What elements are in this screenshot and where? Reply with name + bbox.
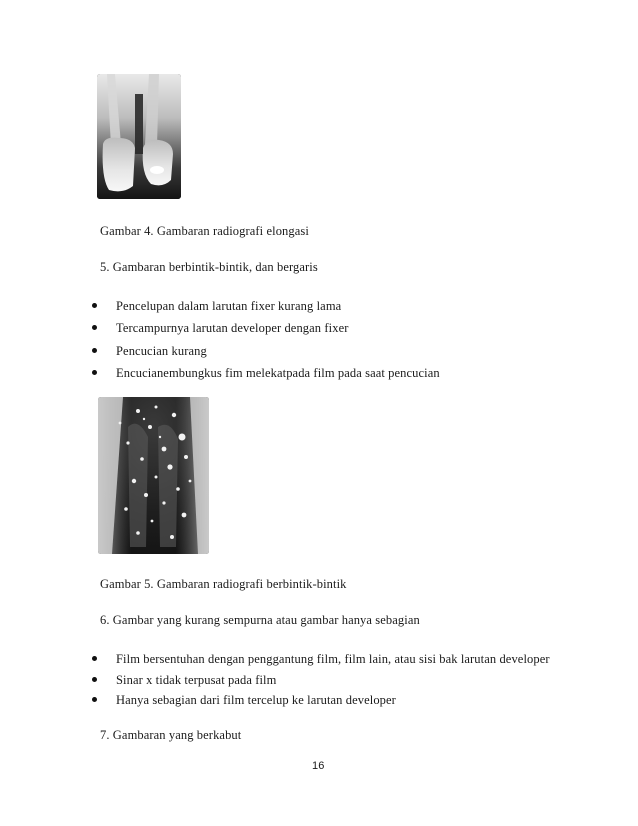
figure-5-caption: Gambar 5. Gambaran radiografi berbintik-bintik <box>100 577 347 591</box>
radiograph-spotted-image <box>98 397 209 554</box>
list-item: Sinar x tidak terpusat pada film <box>92 670 550 691</box>
section-6-heading: 6. Gambar yang kurang sempurna atau gambar hanya sebagian <box>100 613 420 627</box>
section-5-heading: 5. Gambaran berbintik-bintik, dan bergaris <box>100 260 318 274</box>
list-item: Encucianembungkus fim melekatpada film pada saat pencucian <box>92 362 440 384</box>
dental-radiograph-icon <box>98 397 209 554</box>
list-item: Pencucian kurang <box>92 340 440 362</box>
list-item: Film bersentuhan dengan penggantung film, film lain, atau sisi bak larutan developer <box>92 649 550 670</box>
list-item: Hanya sebagian dari film tercelup ke larutan developer <box>92 690 550 711</box>
page-number: 16 <box>312 760 325 772</box>
figure-4-caption: Gambar 4. Gambaran radiografi elongasi <box>100 224 309 238</box>
section-5-list <box>92 295 440 384</box>
dental-radiograph-icon <box>97 74 181 199</box>
list-item: Tercampurnya larutan developer dengan fixer <box>92 317 440 339</box>
radiograph-elongation-image <box>97 74 181 199</box>
list-item: Pencelupan dalam larutan fixer kurang lama <box>92 295 440 317</box>
section-6-list <box>92 649 550 711</box>
section-7-heading: 7. Gambaran yang berkabut <box>100 728 242 742</box>
